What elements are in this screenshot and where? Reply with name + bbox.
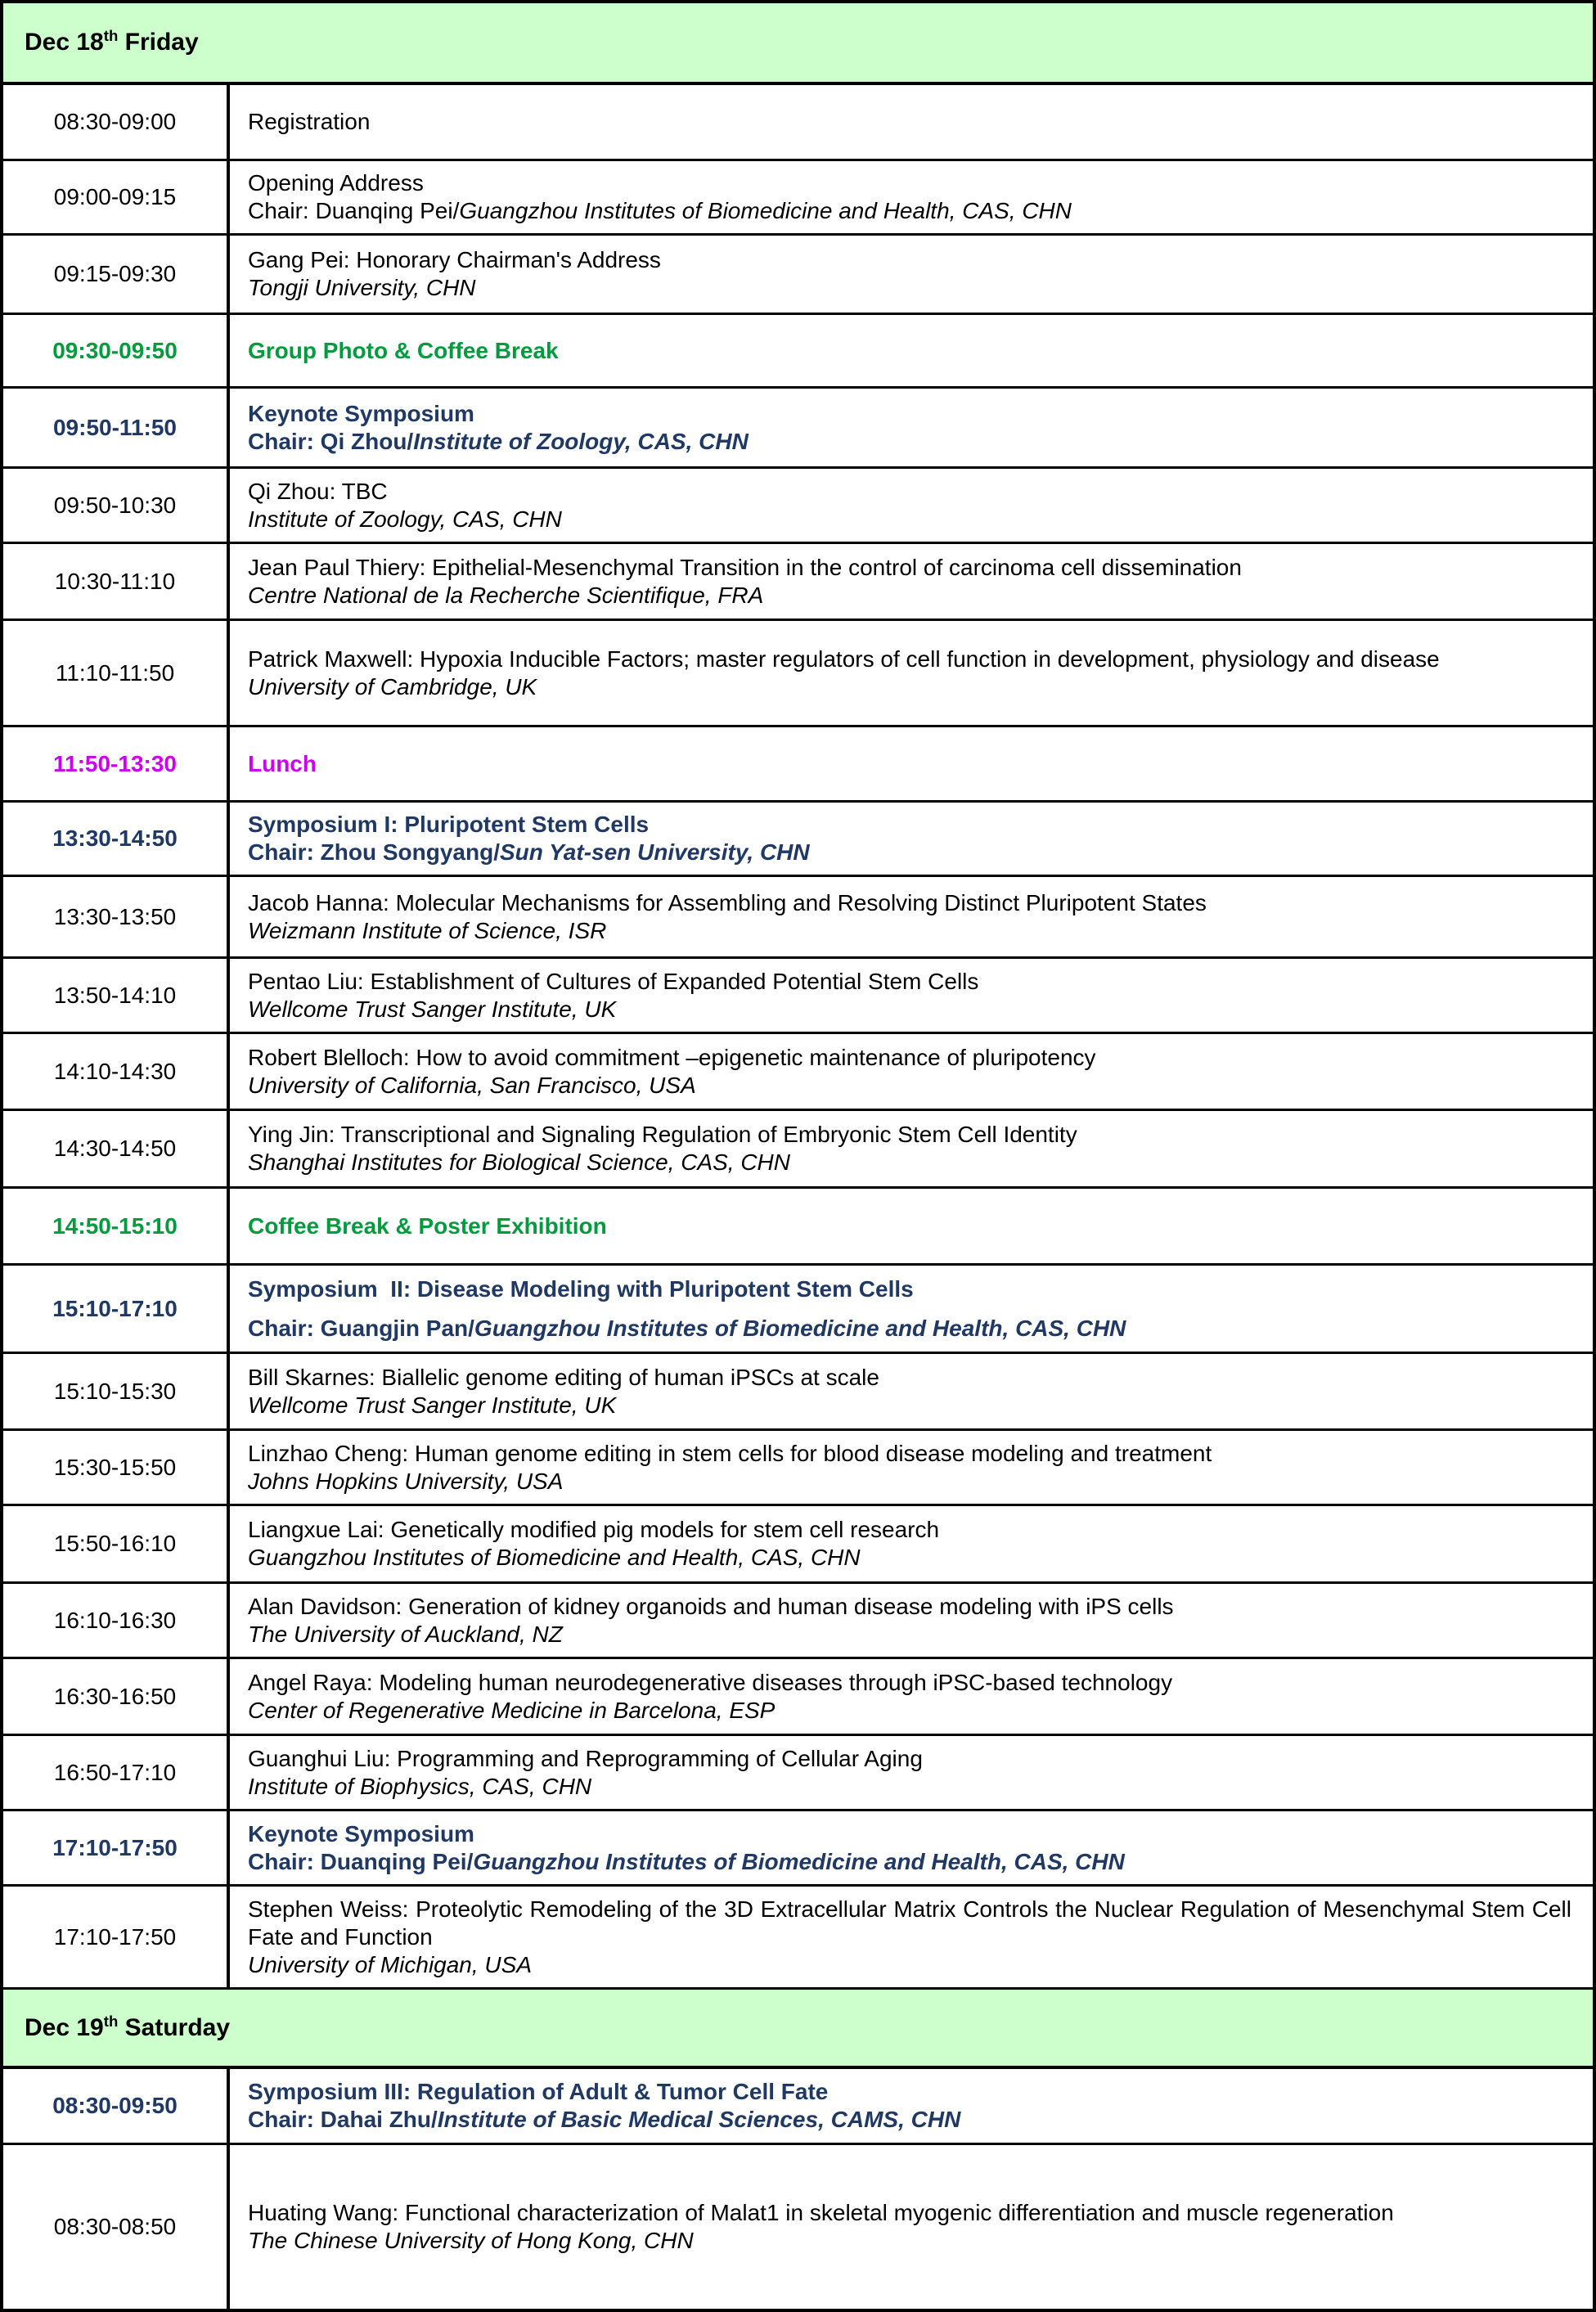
affiliation-line — [248, 996, 1571, 1023]
time-cell: 13:30-13:50 — [3, 877, 230, 956]
title-line — [248, 246, 1571, 274]
title-line — [248, 400, 1571, 428]
text: Registration — [248, 109, 371, 134]
text: Symposium III: Regulation of Adult & Tumor Cell Fate — [248, 2079, 829, 2104]
italic-text: Institute of Basic Medical Sciences, CAMS, CHN — [437, 2107, 961, 2132]
session-cell — [230, 727, 1593, 800]
italic-text: Centre National de la Recherche Scientifique, FRA — [248, 582, 764, 608]
italic-text: Wellcome Trust Sanger Institute, UK — [248, 996, 617, 1022]
italic-text: University of Michigan, USA — [248, 1951, 533, 1977]
time-cell: 16:50-17:10 — [3, 1736, 230, 1809]
title-line — [248, 1275, 1571, 1303]
text: Symposium I: Pluripotent Stem Cells — [248, 812, 650, 837]
session-cell — [230, 315, 1593, 386]
time-cell: 16:30-16:50 — [3, 1659, 230, 1734]
italic-text: Institute of Zoology, CAS, CHN — [248, 506, 562, 532]
session-cell — [230, 1584, 1593, 1657]
text: Coffee Break & Poster Exhibition — [248, 1212, 607, 1239]
italic-text: Guangzhou Institutes of Biomedicine and Health, CAS, CHN — [474, 1315, 1126, 1341]
text: Jacob Hanna: Molecular Mechanisms for Assembling and Resolving Distinct Pluripotent States — [248, 889, 1207, 915]
text: Symposium II: Disease Modeling with Pluripotent Stem Cells — [248, 1275, 914, 1302]
affiliation-line — [248, 1072, 1571, 1100]
day-ordinal-suffix: th — [103, 2012, 119, 2030]
title-line — [248, 337, 1571, 365]
text: Group Photo & Coffee Break — [248, 337, 559, 363]
time-cell: 09:15-09:30 — [3, 236, 230, 313]
schedule-row — [3, 1034, 1593, 1111]
italic-text: The University of Auckland, NZ — [248, 1621, 563, 1647]
session-cell — [230, 85, 1593, 159]
text: Ying Jin: Transcriptional and Signaling Regulation of Embryonic Stem Cell Identity — [248, 1122, 1077, 1147]
italic-text: Sun Yat-sen University, CHN — [500, 839, 810, 865]
title-line — [248, 750, 1571, 778]
text: Chair: Zhou Songyang/ — [248, 839, 500, 865]
schedule-row — [3, 1584, 1593, 1659]
text: Huating Wang: Functional characterization of Malat1 in skeletal myogenic differentiation and muscle regeneration — [248, 2200, 1394, 2225]
day-date: Dec 18 — [25, 29, 104, 56]
title-line — [248, 169, 1571, 197]
text: Stephen Weiss: Proteolytic Remodeling of the 3D Extracellular Matrix Controls the Nuclear Regulation of Mesenchymal Stem Cell Fate and Function — [248, 1896, 1571, 1950]
session-cell — [230, 2145, 1593, 2309]
schedule-row — [3, 161, 1593, 236]
title-line — [248, 1896, 1571, 1951]
italic-text: University of California, San Francisco, USA — [248, 1072, 696, 1098]
affiliation-line — [248, 506, 1571, 533]
schedule-row — [3, 1506, 1593, 1584]
text: Chair: Guangjin Pan/ — [248, 1315, 474, 1341]
schedule-row — [3, 2069, 1593, 2145]
session-cell — [230, 959, 1593, 1032]
time-cell: 09:50-10:30 — [3, 469, 230, 542]
italic-text: Weizmann Institute of Science, ISR — [248, 917, 607, 943]
text: Lunch — [248, 750, 317, 776]
time-cell: 16:10-16:30 — [3, 1584, 230, 1657]
session-cell — [230, 1266, 1593, 1352]
italic-text: Guangzhou Institutes of Biomedicine and Health, CAS, CHN — [459, 198, 1072, 223]
time-cell: 08:30-09:00 — [3, 85, 230, 159]
title-line — [248, 1593, 1571, 1621]
affiliation-line — [248, 1544, 1571, 1572]
time-cell: 17:10-17:50 — [3, 1811, 230, 1884]
schedule-row — [3, 1266, 1593, 1354]
time-cell: 08:30-09:50 — [3, 2069, 230, 2143]
schedule-row — [3, 544, 1593, 621]
text: Gang Pei: Honorary Chairman's Address — [248, 247, 661, 272]
schedule-row — [3, 85, 1593, 161]
affiliation-line — [248, 1621, 1571, 1649]
time-cell: 14:50-15:10 — [3, 1189, 230, 1263]
affiliation-line — [248, 673, 1571, 701]
schedule-row — [3, 727, 1593, 803]
session-cell — [230, 1811, 1593, 1884]
title-line — [248, 1364, 1571, 1392]
title-line — [248, 2078, 1571, 2106]
schedule-row — [3, 469, 1593, 544]
affiliation-line — [248, 1951, 1571, 1979]
title-line — [248, 108, 1571, 136]
affiliation-line — [248, 1149, 1571, 1176]
text: Chair: Duanqing Pei/ — [248, 1848, 474, 1874]
time-cell: 15:30-15:50 — [3, 1431, 230, 1504]
session-cell — [230, 236, 1593, 313]
text: Robert Blelloch: How to avoid commitment –epigenetic maintenance of pluripotency — [248, 1044, 1096, 1070]
schedule-row — [3, 1431, 1593, 1506]
title-line — [248, 2199, 1571, 2227]
session-cell — [230, 1887, 1593, 1987]
session-cell — [230, 1354, 1593, 1428]
title-line — [248, 968, 1571, 996]
title-line — [248, 554, 1571, 582]
chair-line — [248, 839, 1571, 866]
italic-text: Shanghai Institutes for Biological Science, CAS, CHN — [248, 1149, 790, 1175]
affiliation-line — [248, 1392, 1571, 1419]
title-line — [248, 1212, 1571, 1240]
day-header — [3, 1990, 1593, 2069]
session-cell — [230, 621, 1593, 725]
text: Patrick Maxwell: Hypoxia Inducible Factors; master regulators of cell function in development, physiology and disease — [248, 645, 1440, 672]
text: Qi Zhou: TBC — [248, 478, 388, 504]
chair-line — [248, 428, 1571, 456]
title-line — [248, 1044, 1571, 1072]
text: Guanghui Liu: Programming and Reprogramming of Cellular Aging — [248, 1745, 923, 1771]
time-cell: 09:00-09:15 — [3, 161, 230, 233]
text: Liangxue Lai: Genetically modified pig models for stem cell research — [248, 1517, 940, 1542]
text: Pentao Liu: Establishment of Cultures of Expanded Potential Stem Cells — [248, 968, 979, 994]
text: Chair: Duanqing Pei/ — [248, 198, 460, 223]
schedule-row — [3, 1189, 1593, 1266]
italic-text: Center of Regenerative Medicine in Barcelona, ESP — [248, 1697, 776, 1723]
time-cell: 14:30-14:50 — [3, 1111, 230, 1186]
italic-text: Guangzhou Institutes of Biomedicine and Health, CAS, CHN — [248, 1545, 861, 1570]
affiliation-line — [248, 582, 1571, 609]
session-cell — [230, 1736, 1593, 1809]
text: Keynote Symposium — [248, 400, 474, 426]
italic-text: Institute of Zoology, CAS, CHN — [413, 428, 749, 454]
text: Chair: Dahai Zhu/ — [248, 2107, 438, 2132]
time-cell: 15:10-17:10 — [3, 1266, 230, 1352]
text: Keynote Symposium — [248, 1820, 474, 1846]
affiliation-line — [248, 1773, 1571, 1801]
italic-text: The Chinese University of Hong Kong, CHN — [248, 2228, 694, 2253]
time-cell: 13:30-14:50 — [3, 803, 230, 875]
session-cell — [230, 877, 1593, 956]
time-cell: 09:30-09:50 — [3, 315, 230, 386]
schedule-row — [3, 1659, 1593, 1736]
title-line — [248, 1516, 1571, 1544]
session-cell — [230, 469, 1593, 542]
schedule-row — [3, 315, 1593, 389]
time-cell: 13:50-14:10 — [3, 959, 230, 1032]
italic-text: Institute of Biophysics, CAS, CHN — [248, 1773, 592, 1799]
chair-line — [248, 1848, 1571, 1876]
time-cell: 14:10-14:30 — [3, 1034, 230, 1109]
text: Angel Raya: Modeling human neurodegenerative diseases through iPSC-based technology — [248, 1669, 1173, 1695]
schedule-row — [3, 959, 1593, 1034]
session-cell — [230, 1506, 1593, 1581]
title-line — [248, 1745, 1571, 1773]
time-cell: 08:30-08:50 — [3, 2145, 230, 2309]
time-cell: 15:50-16:10 — [3, 1506, 230, 1581]
time-cell: 10:30-11:10 — [3, 544, 230, 618]
text: Opening Address — [248, 170, 424, 196]
day-weekday: Friday — [118, 29, 199, 56]
title-line — [248, 478, 1571, 506]
schedule-row — [3, 236, 1593, 315]
affiliation-line — [248, 1468, 1571, 1496]
schedule-row — [3, 877, 1593, 959]
session-cell — [230, 803, 1593, 875]
title-line — [248, 1820, 1571, 1848]
text: Alan Davidson: Generation of kidney organoids and human disease modeling with iPS cells — [248, 1593, 1174, 1619]
affiliation-line — [248, 1697, 1571, 1725]
italic-text: Wellcome Trust Sanger Institute, UK — [248, 1392, 617, 1418]
title-line — [248, 1440, 1571, 1468]
schedule-row — [3, 621, 1593, 727]
session-cell — [230, 1431, 1593, 1504]
session-cell — [230, 161, 1593, 233]
schedule-row — [3, 1354, 1593, 1431]
chair-line — [248, 2106, 1571, 2134]
session-cell — [230, 2069, 1593, 2143]
title-line — [248, 889, 1571, 917]
session-cell — [230, 1111, 1593, 1186]
schedule-row — [3, 1811, 1593, 1887]
italic-text: Johns Hopkins University, USA — [248, 1468, 564, 1494]
session-cell — [230, 389, 1593, 466]
schedule-row — [3, 803, 1593, 877]
time-cell: 09:50-11:50 — [3, 389, 230, 466]
chair-line — [248, 197, 1571, 225]
time-cell: 17:10-17:50 — [3, 1887, 230, 1987]
text: Chair: Qi Zhou/ — [248, 428, 414, 454]
affiliation-line — [248, 274, 1571, 302]
schedule-row — [3, 2145, 1593, 2309]
italic-text: Guangzhou Institutes of Biomedicine and Health, CAS, CHN — [473, 1848, 1125, 1874]
italic-text: Tongji University, CHN — [248, 275, 476, 300]
title-line — [248, 811, 1571, 839]
day-ordinal-suffix: th — [103, 27, 119, 44]
text: Bill Skarnes: Biallelic genome editing of human iPSCs at scale — [248, 1364, 879, 1390]
title-line — [248, 645, 1571, 673]
day-header — [3, 3, 1593, 85]
day-date: Dec 19 — [25, 2013, 104, 2041]
schedule-row — [3, 1736, 1593, 1811]
text: Jean Paul Thiery: Epithelial-Mesenchymal Transition in the control of carcinoma cell dissemination — [248, 554, 1242, 580]
day-weekday: Saturday — [118, 2013, 231, 2041]
time-cell: 11:10-11:50 — [3, 621, 230, 725]
session-cell — [230, 1189, 1593, 1263]
italic-text: University of Cambridge, UK — [248, 673, 537, 699]
title-line — [248, 1669, 1571, 1697]
schedule-row — [3, 1887, 1593, 1990]
affiliation-line — [248, 917, 1571, 945]
day-header-label — [25, 2014, 230, 2042]
text: Linzhao Cheng: Human genome editing in stem cells for blood disease modeling and treatment — [248, 1440, 1212, 1466]
time-cell: 15:10-15:30 — [3, 1354, 230, 1428]
session-cell — [230, 544, 1593, 618]
session-cell — [230, 1034, 1593, 1109]
session-cell — [230, 1659, 1593, 1734]
schedule-row — [3, 1111, 1593, 1189]
schedule-row — [3, 389, 1593, 469]
time-cell: 11:50-13:30 — [3, 727, 230, 800]
title-line — [248, 1121, 1571, 1149]
affiliation-line — [248, 2227, 1571, 2255]
day-header-label — [25, 29, 199, 56]
chair-line — [248, 1315, 1571, 1343]
